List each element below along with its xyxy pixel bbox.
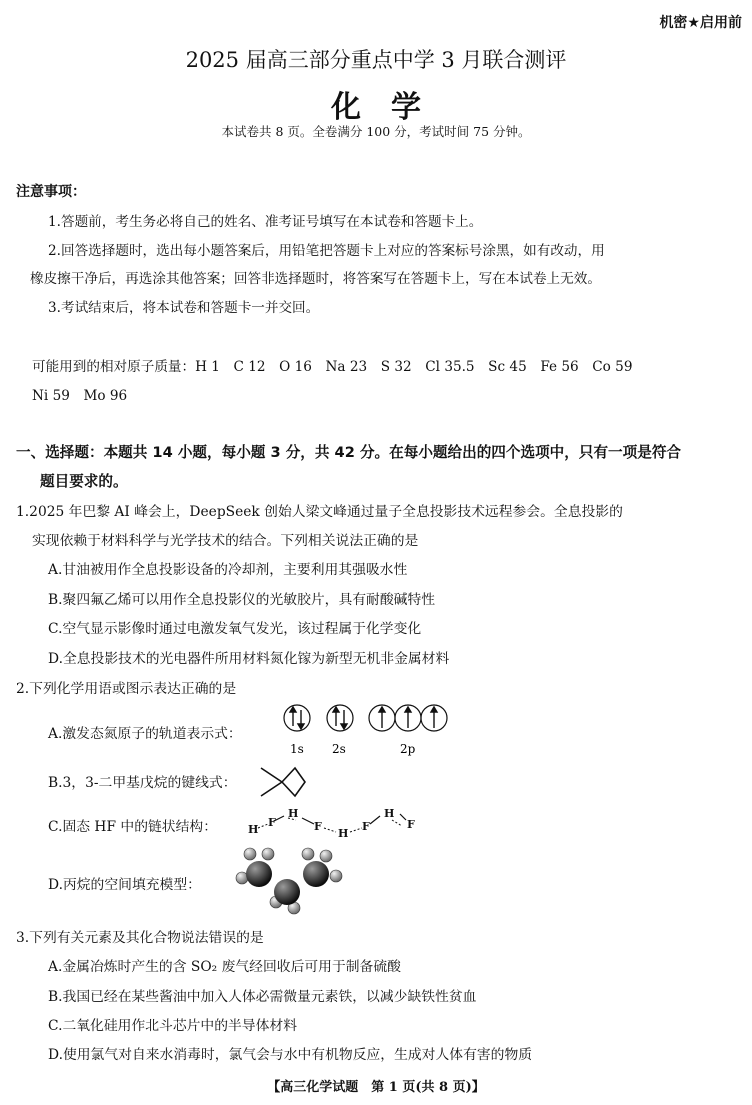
subject-title: 化学 bbox=[331, 90, 451, 125]
hf-atom-7: H bbox=[384, 807, 395, 820]
q3-stem: 3.下列有关元素及其化合物说法错误的是 bbox=[16, 930, 264, 946]
section1-heading: 一、选择题：本题共 14 小题，每小题 3 分，共 42 分。在每小题给出的四个选项中，只有一项是符合 bbox=[16, 444, 682, 461]
hf-atom-3: H bbox=[288, 807, 299, 820]
q1-option-d: D.全息投影技术的光电器件所用材料氮化镓为新型无机非金属材料 bbox=[48, 651, 450, 667]
notice-item-2: 2.回答选择题时，选出每小题答案后，用铅笔把答题卡上对应的答案标号涂黑，如有改动，用 bbox=[48, 243, 605, 259]
q2-option-d: D.丙烷的空间填充模型： bbox=[48, 877, 201, 893]
notice-item-2-cont: 橡皮擦干净后，再选涂其他答案；回答非选择题时，将答案写在答题卡上，写在本试卷上无效。 bbox=[30, 271, 601, 287]
hf-atom-8: F bbox=[407, 818, 415, 831]
hf-atom-4: F bbox=[314, 820, 322, 833]
q3-option-a: A.金属冶炼时产生的含 SO₂ 废气经回收后可用于制备硫酸 bbox=[48, 959, 401, 975]
q2-option-c: C.固态 HF 中的链状结构： bbox=[48, 819, 217, 835]
q2-stem: 2.下列化学用语或图示表达正确的是 bbox=[16, 681, 237, 697]
atomic-masses-line2: Ni 59 Mo 96 bbox=[32, 388, 128, 404]
confidential-mark: 机密★启用前 bbox=[659, 15, 742, 31]
orbital-diagram bbox=[282, 702, 457, 758]
q1-option-a: A.甘油被用作全息投影设备的冷却剂，主要利用其强吸水性 bbox=[48, 562, 408, 578]
section1-heading-cont: 题目要求的。 bbox=[40, 473, 128, 490]
exam-title: 2025 届高三部分重点中学 3 月联合测评 bbox=[185, 48, 567, 72]
q1-stem: 1.2025 年巴黎 AI 峰会上，DeepSeek 创始人梁文峰通过量子全息投影技术远程参会。全息投影的 bbox=[16, 504, 623, 520]
orbital-label-2p: 2p bbox=[400, 742, 416, 756]
q1-option-c: C.空气显示影像时通过电激发氧气发光，该过程属于化学变化 bbox=[48, 621, 422, 637]
q2-option-b: B.3，3-二甲基戊烷的键线式： bbox=[48, 775, 237, 791]
q1-option-b: B.聚四氟乙烯可以用作全息投影仪的光敏胶片，具有耐酸碱特性 bbox=[48, 592, 436, 608]
atomic-masses-line1: 可能用到的相对原子质量：H 1 C 12 O 16 Na 23 S 32 Cl 35.5 Sc 45 Fe 56 Co 59 bbox=[32, 359, 633, 375]
exam-info: 本试卷共 8 页。全卷满分 100 分，考试时间 75 分钟。 bbox=[221, 124, 531, 139]
q3-option-c: C.二氧化硅用作北斗芯片中的半导体材料 bbox=[48, 1018, 297, 1034]
orbital-label-2s: 2s bbox=[332, 742, 346, 756]
notice-item-1: 1.答题前，考生务必将自己的姓名、准考证号填写在本试卷和答题卡上。 bbox=[48, 214, 483, 230]
q3-option-d: D.使用氯气对自来水消毒时，氯气会与水中有机物反应，生成对人体有害的物质 bbox=[48, 1047, 533, 1063]
hf-atom-6: F bbox=[362, 820, 370, 833]
hf-atom-5: H bbox=[338, 827, 349, 838]
hf-atom-2: F bbox=[268, 816, 276, 829]
q3-option-b: B.我国已经在某些酱油中加入人体必需微量元素铁，以减少缺铁性贫血 bbox=[48, 989, 477, 1005]
hf-atom-1: H bbox=[248, 823, 259, 836]
q2-option-a: A.激发态氮原子的轨道表示式： bbox=[48, 726, 242, 742]
hf-chain-structure bbox=[244, 806, 424, 838]
orbital-label-1s: 1s bbox=[290, 742, 304, 756]
page-footer: 【高三化学试题 第 1 页(共 8 页)】 bbox=[267, 1080, 485, 1095]
propane-space-filling-model bbox=[232, 842, 350, 918]
q1-stem-cont: 实现依赖于材料科学与光学技术的结合。下列相关说法正确的是 bbox=[32, 533, 419, 549]
bond-line-structure bbox=[258, 765, 306, 799]
notice-item-3: 3.考试结束后，将本试卷和答题卡一并交回。 bbox=[48, 300, 320, 316]
notice-heading: 注意事项： bbox=[16, 184, 86, 200]
